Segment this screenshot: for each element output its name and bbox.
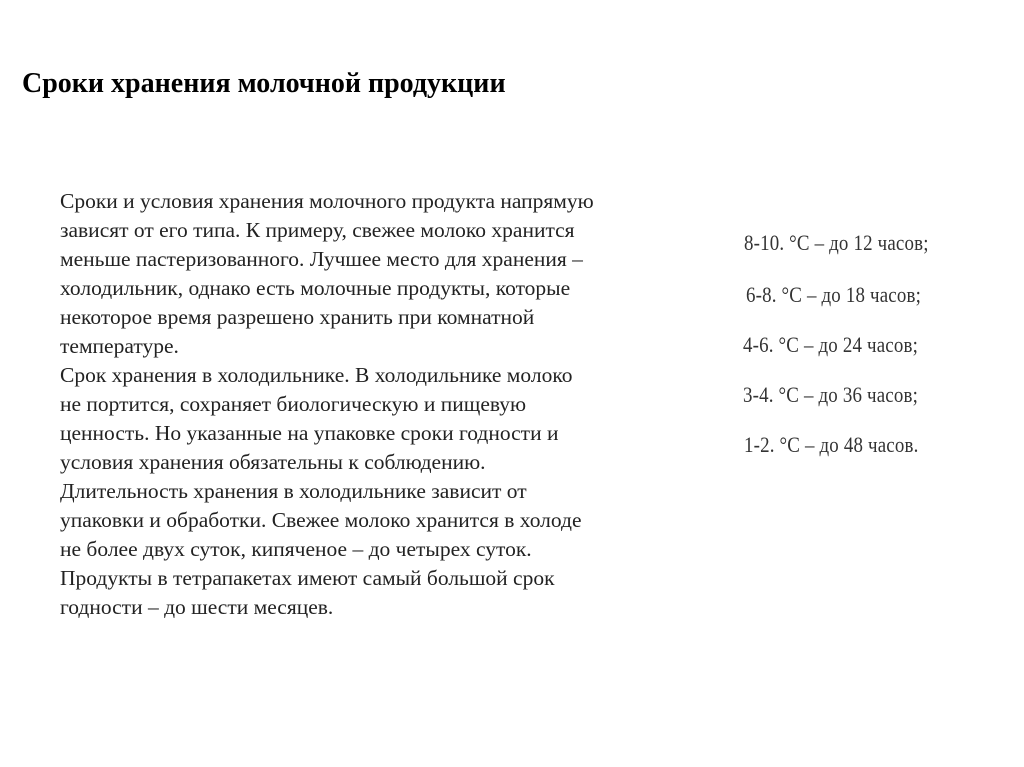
paragraph-line: Срок хранения в холодильнике. В холодильнике молоко [60, 363, 573, 387]
storage-temperature-list [738, 220, 978, 470]
paragraph-line: Продукты в тетрапакетах имеют самый большой срок [60, 566, 555, 590]
paragraph-line: некоторое время разрешено хранить при комнатной [60, 305, 535, 329]
paragraph-line: холодильник, однако есть молочные продукты, которые [60, 276, 571, 300]
storage-row: 4-6. °С – до 24 часов; [743, 332, 919, 357]
paragraph-line: не более двух суток, кипяченое – до четырех суток. [60, 537, 532, 561]
paragraph-line: годности – до шести месяцев. [60, 595, 334, 619]
storage-row: 8-10. °С – до 12 часов; [744, 230, 929, 255]
paragraph-line: ценность. Но указанные на упаковке сроки годности и [60, 421, 559, 445]
storage-row: 1-2. °С – до 48 часов. [744, 432, 919, 457]
paragraph-line: не портится, сохраняет биологическую и пищевую [60, 392, 527, 416]
paragraph-line: зависят от его типа. К примеру, свежее молоко хранится [60, 218, 575, 242]
slide-title: Сроки хранения молочной продукции [22, 68, 506, 99]
storage-row: 6-8. °С – до 18 часов; [746, 282, 922, 307]
paragraph-line: Длительность хранения в холодильнике зависит от [60, 479, 527, 503]
paragraph-line: Сроки и условия хранения молочного продукта напрямую [60, 189, 594, 213]
body-paragraph [60, 187, 740, 622]
paragraph-line: меньше пастеризованного. Лучшее место для хранения – [60, 247, 583, 271]
paragraph-line: условия хранения обязательны к соблюдению. [60, 450, 486, 474]
paragraph-line: температуре. [60, 334, 179, 358]
paragraph-line: упаковки и обработки. Свежее молоко хранится в холоде [60, 508, 582, 532]
storage-row: 3-4. °С – до 36 часов; [743, 382, 919, 407]
